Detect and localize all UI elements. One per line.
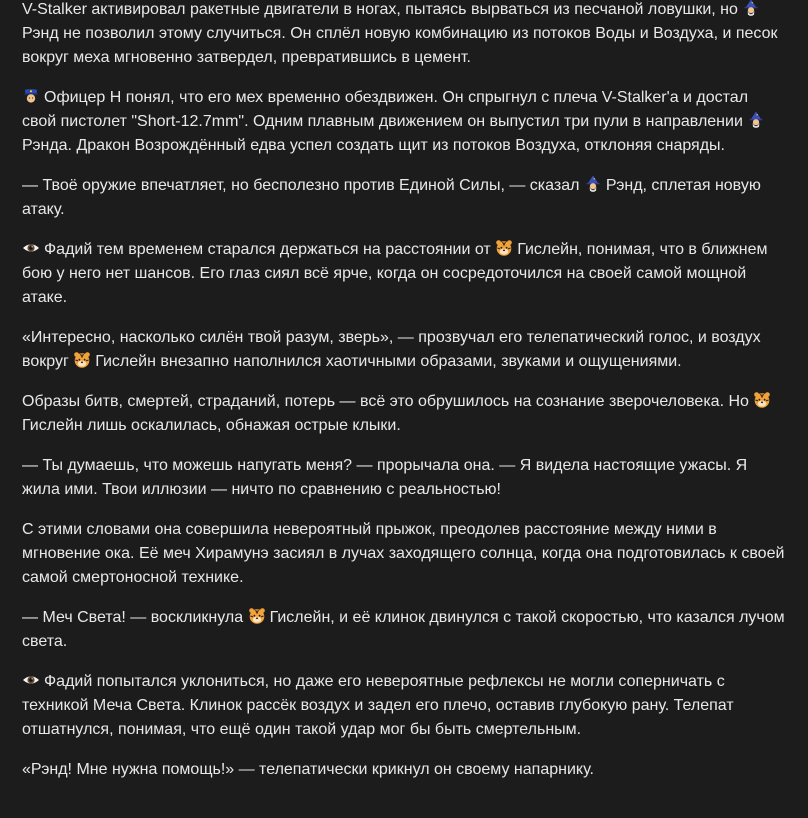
paragraph-text: Рэнд, сплетая новую атаку. xyxy=(22,177,761,218)
story-paragraph xyxy=(22,454,786,502)
eye-icon xyxy=(22,671,40,689)
paragraph-text: V-Stalker активировал ракетные двигатели в ногах, пытаясь вырваться из песчаной ловушки, но xyxy=(22,1,743,18)
story-paragraph xyxy=(22,326,786,374)
paragraph-text: Гислейн, и её клинок двинулся с такой скоростью, что казался лучом света. xyxy=(22,609,785,650)
tiger-face-icon xyxy=(495,239,513,257)
paragraph-text: Фадий попытался уклониться, но даже его невероятные рефлексы не могли соперничать с техникой Меча Света. Клинок рассёк воздух и задел его плечо, оставив глубокую рану. Телепат отшатнулся, понимая, что ещё один такой удар мог бы быть смертельным. xyxy=(22,673,734,738)
story-paragraph xyxy=(22,238,786,310)
eye-icon xyxy=(22,239,40,257)
paragraph-text: Рэнда. Дракон Возрождённый едва успел создать щит из потоков Воздуха, отклоняя снаряды. xyxy=(22,137,725,154)
paragraph-text: Рэнд не позволил этому случиться. Он сплёл новую комбинацию из потоков Воды и Воздуха, и песок вокруг меха мгновенно затвердел, превратившись в цемент. xyxy=(22,25,778,66)
paragraph-text: Фадий тем временем старался держаться на расстоянии от xyxy=(44,241,496,258)
tiger-face-icon xyxy=(248,607,266,625)
paragraph-text: Образы битв, смертей, страданий, потерь — всё это обрушилось на сознание зверочеловека. Но xyxy=(22,393,754,410)
paragraph-text: Офицер Н понял, что его мех временно обездвижен. Он спрыгнул с плеча V-Stalker'а и достал свой пистолет "Short-12.7mm". Одним плавным движением он выпустил три пули в направлении xyxy=(22,89,749,130)
paragraph-text: — Ты думаешь, что можешь напугать меня? — прорычала она. — Я видела настоящие ужасы. Я жила ими. Твои иллюзии — ничто по сравнению с реальностью! xyxy=(22,457,748,498)
paragraph-text: — Твоё оружие впечатляет, но бесполезно против Единой Силы, — сказал xyxy=(22,177,584,194)
story-paragraph xyxy=(22,86,786,158)
paragraph-text: Гислейн внезапно наполнился хаотичными образами, звуками и ощущениями. xyxy=(95,353,682,370)
paragraph-text: «Интересно, насколько силён твой разум, зверь», — прозвучал его телепатический голос, и воздух вокруг xyxy=(22,329,761,370)
story-paragraph xyxy=(22,758,786,782)
mage-icon xyxy=(584,175,602,193)
story-paragraph xyxy=(22,0,786,70)
story-paragraph xyxy=(22,670,786,742)
paragraph-text: «Рэнд! Мне нужна помощь!» — телепатически крикнул он своему напарнику. xyxy=(22,761,594,778)
paragraph-text: С этими словами она совершила невероятный прыжок, преодолев расстояние между ними в мгновение ока. Её меч Хирамунэ засиял в лучах заходящего солнца, когда она подготовилась к своей самой смертоносной технике. xyxy=(22,521,785,586)
paragraph-text: — Меч Света! — воскликнула xyxy=(22,609,248,626)
story-paragraph xyxy=(22,390,786,438)
paragraph-text: Гислейн, понимая, что в ближнем бою у него нет шансов. Его глаз сиял всё ярче, когда он сосредоточился на своей самой мощной атаке. xyxy=(22,241,768,306)
mage-icon xyxy=(747,111,765,129)
mage-icon xyxy=(742,0,760,17)
paragraph-text: Гислейн лишь оскалилась, обнажая острые клыки. xyxy=(22,417,401,434)
story-paragraph xyxy=(22,518,786,590)
police-officer-icon xyxy=(22,87,40,105)
tiger-face-icon xyxy=(753,391,771,409)
tiger-face-icon xyxy=(73,351,91,369)
story-paragraph xyxy=(22,174,786,222)
story-paragraph xyxy=(22,606,786,654)
